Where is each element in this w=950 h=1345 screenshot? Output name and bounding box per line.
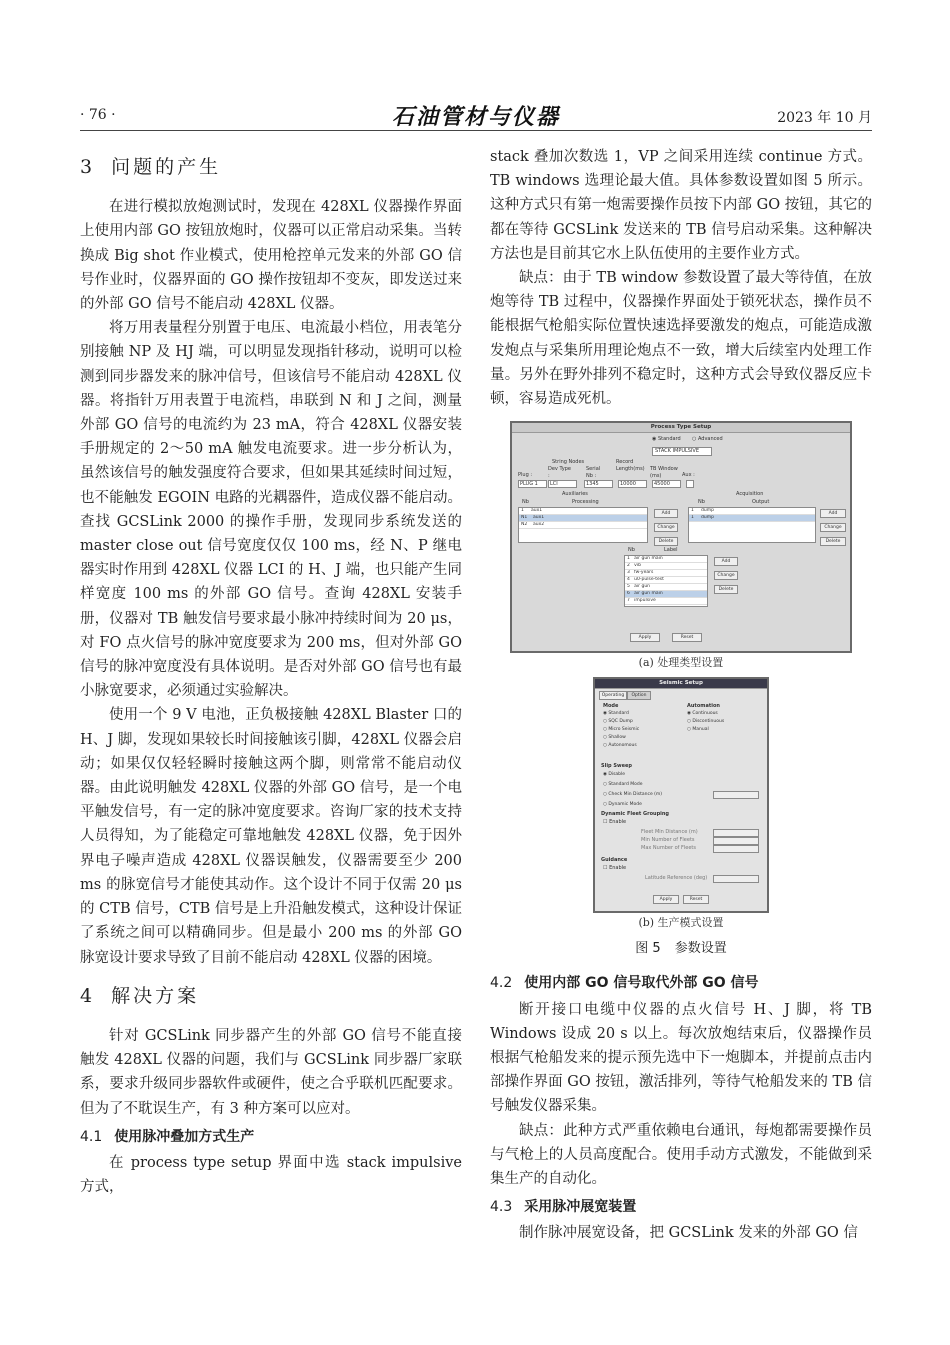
- sec42-para-2: 缺点：此种方式严重依赖电台通讯，每炮都需要操作员与气枪上的人员高度配合。使用手动方式激发，不能做到采集生产的自动化。: [490, 1122, 872, 1188]
- guidance-label: Guidance: [601, 857, 628, 864]
- automation-continuous-radio[interactable]: ◉ Continuous: [687, 710, 718, 717]
- auxiliaries-list: [518, 507, 648, 543]
- sec41-para-1: 在 process type setup 界面中选 stack impulsive 方式，: [80, 1154, 462, 1196]
- acquisition-list: [688, 507, 816, 543]
- page-header: [80, 104, 872, 128]
- process-type-select[interactable]: STACK IMPULSIVE: [652, 447, 712, 456]
- latitude-field[interactable]: [713, 875, 759, 883]
- automation-discontinuous-radio[interactable]: ○ Discontinuous: [687, 718, 724, 725]
- mode-advanced-radio[interactable]: ○ Advanced: [692, 436, 723, 443]
- label-nb-header: Nb: [628, 547, 635, 554]
- acquisition-title: Acquisition: [736, 491, 764, 498]
- dynamic-enable-checkbox[interactable]: ☐ Enable: [603, 819, 627, 826]
- right-column: [490, 145, 872, 1246]
- max-fleets-field[interactable]: [713, 845, 759, 853]
- figure-5-caption: 图 5 参数设置: [635, 941, 727, 957]
- list-item[interactable]: 1 dump: [689, 515, 815, 522]
- sec3-para-2: 将万用表量程分别置于电压、电流最小档位，用表笔分别接触 NP 及 HJ 端，可以明显发现指针移动，说明可以检测到同步器发来的脉冲信号，但该信号不能启动 428XL 仪器。将指针万用表置于电流档，串联到 N 和 J 之间，测量外部 GO 信号的电流约为 23 mA，符合 428XL 仪器安装手册规定的 2～50 mA 触发电流要求。进一步分析认为，虽然该信号的触发强度符合要求，但如果其延续时间过短，也不能触发 EGOIN 电路的光耦器件，造成仪器不能启动。查找 GCSLink 2000 的操作手册，发现同步系统发送的 master close out 信号宽度仅仅 100 ms，经 N、P 继电器实时作用到 428XL 仪器 LCI 的 H、J 端，也只能产生同样宽度 100 ms 的外部 GO 信号。查询 428XL 安装手册，仪器对 TB 触发信号要求最小脉冲持续时间为 20 μs，对 FO 点火信号的脉冲宽度要求为 200 ms，但对外部 GO 信号的脉冲宽度没有具体说明。是否对外部 GO 信号也有最小脉宽要求，必须通过实验解决。: [80, 320, 462, 700]
- list-item[interactable]: 1 air gun main: [625, 556, 707, 563]
- aux-nb-header: Nb: [522, 499, 529, 506]
- serial-label: Serial Nb :: [586, 466, 601, 480]
- aux-change-button[interactable]: Change: [654, 523, 678, 532]
- list-item[interactable]: 5 air gun: [625, 584, 707, 591]
- latitude-label: Latitude Reference (deg): [645, 875, 708, 882]
- record-length-label: Record Length(ms): [616, 459, 645, 473]
- list-item[interactable]: 1 aux1: [519, 508, 647, 515]
- tab-operating[interactable]: Operating: [599, 691, 627, 700]
- min-fleets-field[interactable]: [713, 837, 759, 845]
- sec42-para-1: 断开接口电缆中仪器的点火信号 H、J 脚，将 TB Windows 设成 20 s 以上。每次放炮结束后，仪器操作员根据气枪船发来的提示预先选中下一炮脚本，并提前点击内部操作界面 GO 按钮，激活排列，等待气枪船发来的 TB 信号触发仪器采集。: [490, 1001, 872, 1115]
- journal-title: 石油管材与仪器: [391, 104, 561, 130]
- tb-window-field[interactable]: 45000: [652, 480, 681, 488]
- dev-type-label: Dev Type :: [548, 466, 571, 480]
- mode-standard-radio[interactable]: ◉ Standard: [652, 436, 681, 443]
- aux-label: Aux :: [682, 472, 695, 479]
- sec4-para: 针对 GCSLink 同步器产生的外部 GO 信号不能直接触发 428XL 仪器的问题，我们与 GCSLink 同步器厂家联系，要求升级同步器软件或硬件，使之合乎联机匹配要求。但为了不耽误生产，有 3 种方案可以应对。: [80, 1027, 462, 1117]
- min-fleets-label: Min Number of Fleets: [641, 837, 695, 844]
- issue-date: 2023 年 10 月: [777, 110, 872, 126]
- apply-button[interactable]: Apply: [630, 633, 660, 642]
- tab-option[interactable]: Option: [627, 691, 651, 700]
- figure-5b-caption: (b) 生产模式设置: [638, 916, 724, 930]
- tb-window-label: TB Window (ms): [650, 466, 678, 480]
- list-item[interactable]: 2 vib: [625, 563, 707, 570]
- mode-sqc-dump-radio[interactable]: ○ SQC Dump: [603, 718, 633, 725]
- sec41-para-3: 缺点：由于 TB window 参数设置了最大等待值，在放炮等待 TB 过程中，仪器操作界面处于锁死状态，操作员不能根据气枪船实际位置快速选择要激发的炮点，可能造成激发炮点与采集所用理论炮点不一致，增大后续室内处理工作量。另外在野外排列不稳定时，这种方式会导致仪器反应卡顿，容易造成死机。: [490, 270, 872, 408]
- plug-label: Plug :: [518, 472, 533, 479]
- auxiliaries-title: Auxiliaries: [562, 491, 588, 498]
- section-4-heading: 4 解决方案: [80, 984, 200, 1007]
- mode-shallow-radio[interactable]: ○ Shallow: [603, 734, 626, 741]
- aux-processing-header: Processing: [572, 499, 599, 506]
- seismic-setup-window: [593, 677, 769, 913]
- aux-delete-button[interactable]: Delete: [654, 537, 678, 546]
- list-item[interactable]: N1 aux1: [519, 515, 647, 522]
- window-title: Process Type Setup: [512, 423, 850, 433]
- list-item[interactable]: 7 impulsive: [625, 598, 707, 605]
- left-column: [80, 145, 462, 1199]
- max-fleets-label: Max Number of Fleets: [641, 845, 696, 852]
- list-item[interactable]: 3 fw-years: [625, 570, 707, 577]
- fleet-min-distance-label: Fleet Min Distance (m): [641, 829, 698, 836]
- page-number: · 76 ·: [80, 107, 116, 123]
- dev-type-select[interactable]: LCI: [548, 480, 577, 488]
- section-4-2-heading: 4.2 使用内部 GO 信号取代外部 GO 信号: [490, 975, 759, 992]
- string-nodes-label: String Nodes: [552, 459, 585, 466]
- list-item[interactable]: 1 dump: [689, 508, 815, 515]
- label-delete-button[interactable]: Delete: [714, 585, 738, 594]
- acq-change-button[interactable]: Change: [820, 523, 846, 532]
- dynamic-fleet-label: Dynamic Fleet Grouping: [601, 811, 670, 818]
- slip-sweep-label: Slip Sweep: [601, 763, 632, 770]
- sec43-para: 制作脉冲展宽设备，把 GCSLink 发来的外部 GO 信: [519, 1225, 858, 1242]
- process-type-setup-window: [510, 421, 852, 653]
- slip-disable-radio[interactable]: ◉ Disable: [603, 771, 625, 778]
- mode-group-label: Mode: [603, 703, 619, 710]
- acq-add-button[interactable]: Add: [820, 509, 846, 518]
- aux-checkbox[interactable]: [686, 480, 694, 488]
- guidance-enable-checkbox[interactable]: ☐ Enable: [603, 865, 627, 872]
- mode-standard-radio[interactable]: ◉ Standard: [603, 710, 629, 717]
- aux-add-button[interactable]: Add: [654, 509, 678, 518]
- label-change-button[interactable]: Change: [714, 571, 738, 580]
- acq-output-header: Output: [752, 499, 770, 506]
- mode-micro-seismic-radio[interactable]: ○ Micro Seismic: [603, 726, 639, 733]
- fleet-min-distance-field[interactable]: [713, 829, 759, 837]
- acq-nb-header: Nb: [698, 499, 705, 506]
- slip-standard-radio[interactable]: ○ Standard Mode: [603, 781, 643, 788]
- acq-delete-button[interactable]: Delete: [820, 537, 846, 546]
- sec41-para-2: stack 叠加次数选 1，VP 之间采用连续 continue 方式。TB windows 选理论最大值。具体参数设置如图 5 所示。这种方式只有第一炮需要操作员按下内部 GO 按钮，其它的都在等待 GCSLink 发送来的 TB 信号启动采集。这种解决方法也是目前其它水上队伍使用的主要作业方式。: [490, 149, 872, 262]
- list-item[interactable]: 4 u0-pulse-test: [625, 577, 707, 584]
- label-add-button[interactable]: Add: [714, 557, 738, 566]
- label-header: Label: [664, 547, 678, 554]
- sec3-para-1: 在进行模拟放炮测试时，发现在 428XL 仪器操作界面上使用内部 GO 按钮放炮时，仪器可以正常启动采集。当转换成 Big shot 作业模式，使用枪控单元发来的外部 GO 信号作业时，仪器界面的 GO 操作按钮却不变灰，即发送过来的外部 GO 信号不能启动 428XL 仪器。: [80, 199, 462, 313]
- slip-dynamic-radio[interactable]: ○ Dynamic Mode: [603, 801, 642, 808]
- figure-5: [490, 421, 872, 961]
- list-item[interactable]: N2 aux2: [519, 522, 647, 529]
- apply-button[interactable]: Apply: [653, 895, 679, 904]
- slip-check-distance-radio[interactable]: ○ Check Min Distance (m): [603, 791, 662, 798]
- reset-button[interactable]: Reset: [683, 895, 709, 904]
- sec3-para-3: 使用一个 9 V 电池，正负极接触 428XL Blaster 口的 H、J 脚，发现如果较长时间接触该引脚，428XL 仪器会启动；如果仅仅轻轻瞬时接触这两个脚，则常常不能启动仪器。由此说明触发 428XL 仪器的外部 GO 信号，是一个电平触发信号，有一定的脉冲宽度要求。咨询厂家的技术支持人员得知，为了能稳定可靠地触发 428XL 仪器，免于因外界电子噪声造成 428XL 仪器误触发，仪器需要至少 200 ms 的脉宽信号才能使其动作。这个设计不同于仅需 20 μs 的 CTB 信号，CTB 信号是上升沿触发模式，这种设计保证了系统之间可以精确同步。但是最小 200 ms 的外部 GO 脉宽设计要求导致了目前不能启动 428XL 仪器的困境。: [80, 707, 462, 966]
- check-distance-field[interactable]: [713, 791, 759, 799]
- reset-button[interactable]: Reset: [672, 633, 702, 642]
- header-rule: [80, 130, 872, 131]
- record-length-field[interactable]: 10000: [618, 480, 647, 488]
- plug-select[interactable]: PLUG 1: [518, 480, 547, 488]
- mode-autonomous-radio[interactable]: ○ Autonomous: [603, 742, 637, 749]
- window-title: Seismic Setup: [595, 679, 767, 689]
- list-item[interactable]: 6 air gun main: [625, 591, 707, 598]
- figure-5a-caption: (a) 处理类型设置: [638, 656, 724, 670]
- section-3-heading: 3 问题的产生: [80, 156, 222, 178]
- serial-field[interactable]: 1345: [584, 480, 613, 488]
- label-list: [624, 555, 708, 607]
- section-4-1-heading: 4.1 使用脉冲叠加方式生产: [80, 1128, 255, 1145]
- automation-manual-radio[interactable]: ○ Manual: [687, 726, 709, 733]
- section-4-3-heading: 4.3 采用脉冲展宽装置: [490, 1199, 637, 1216]
- automation-group-label: Automation: [687, 703, 720, 710]
